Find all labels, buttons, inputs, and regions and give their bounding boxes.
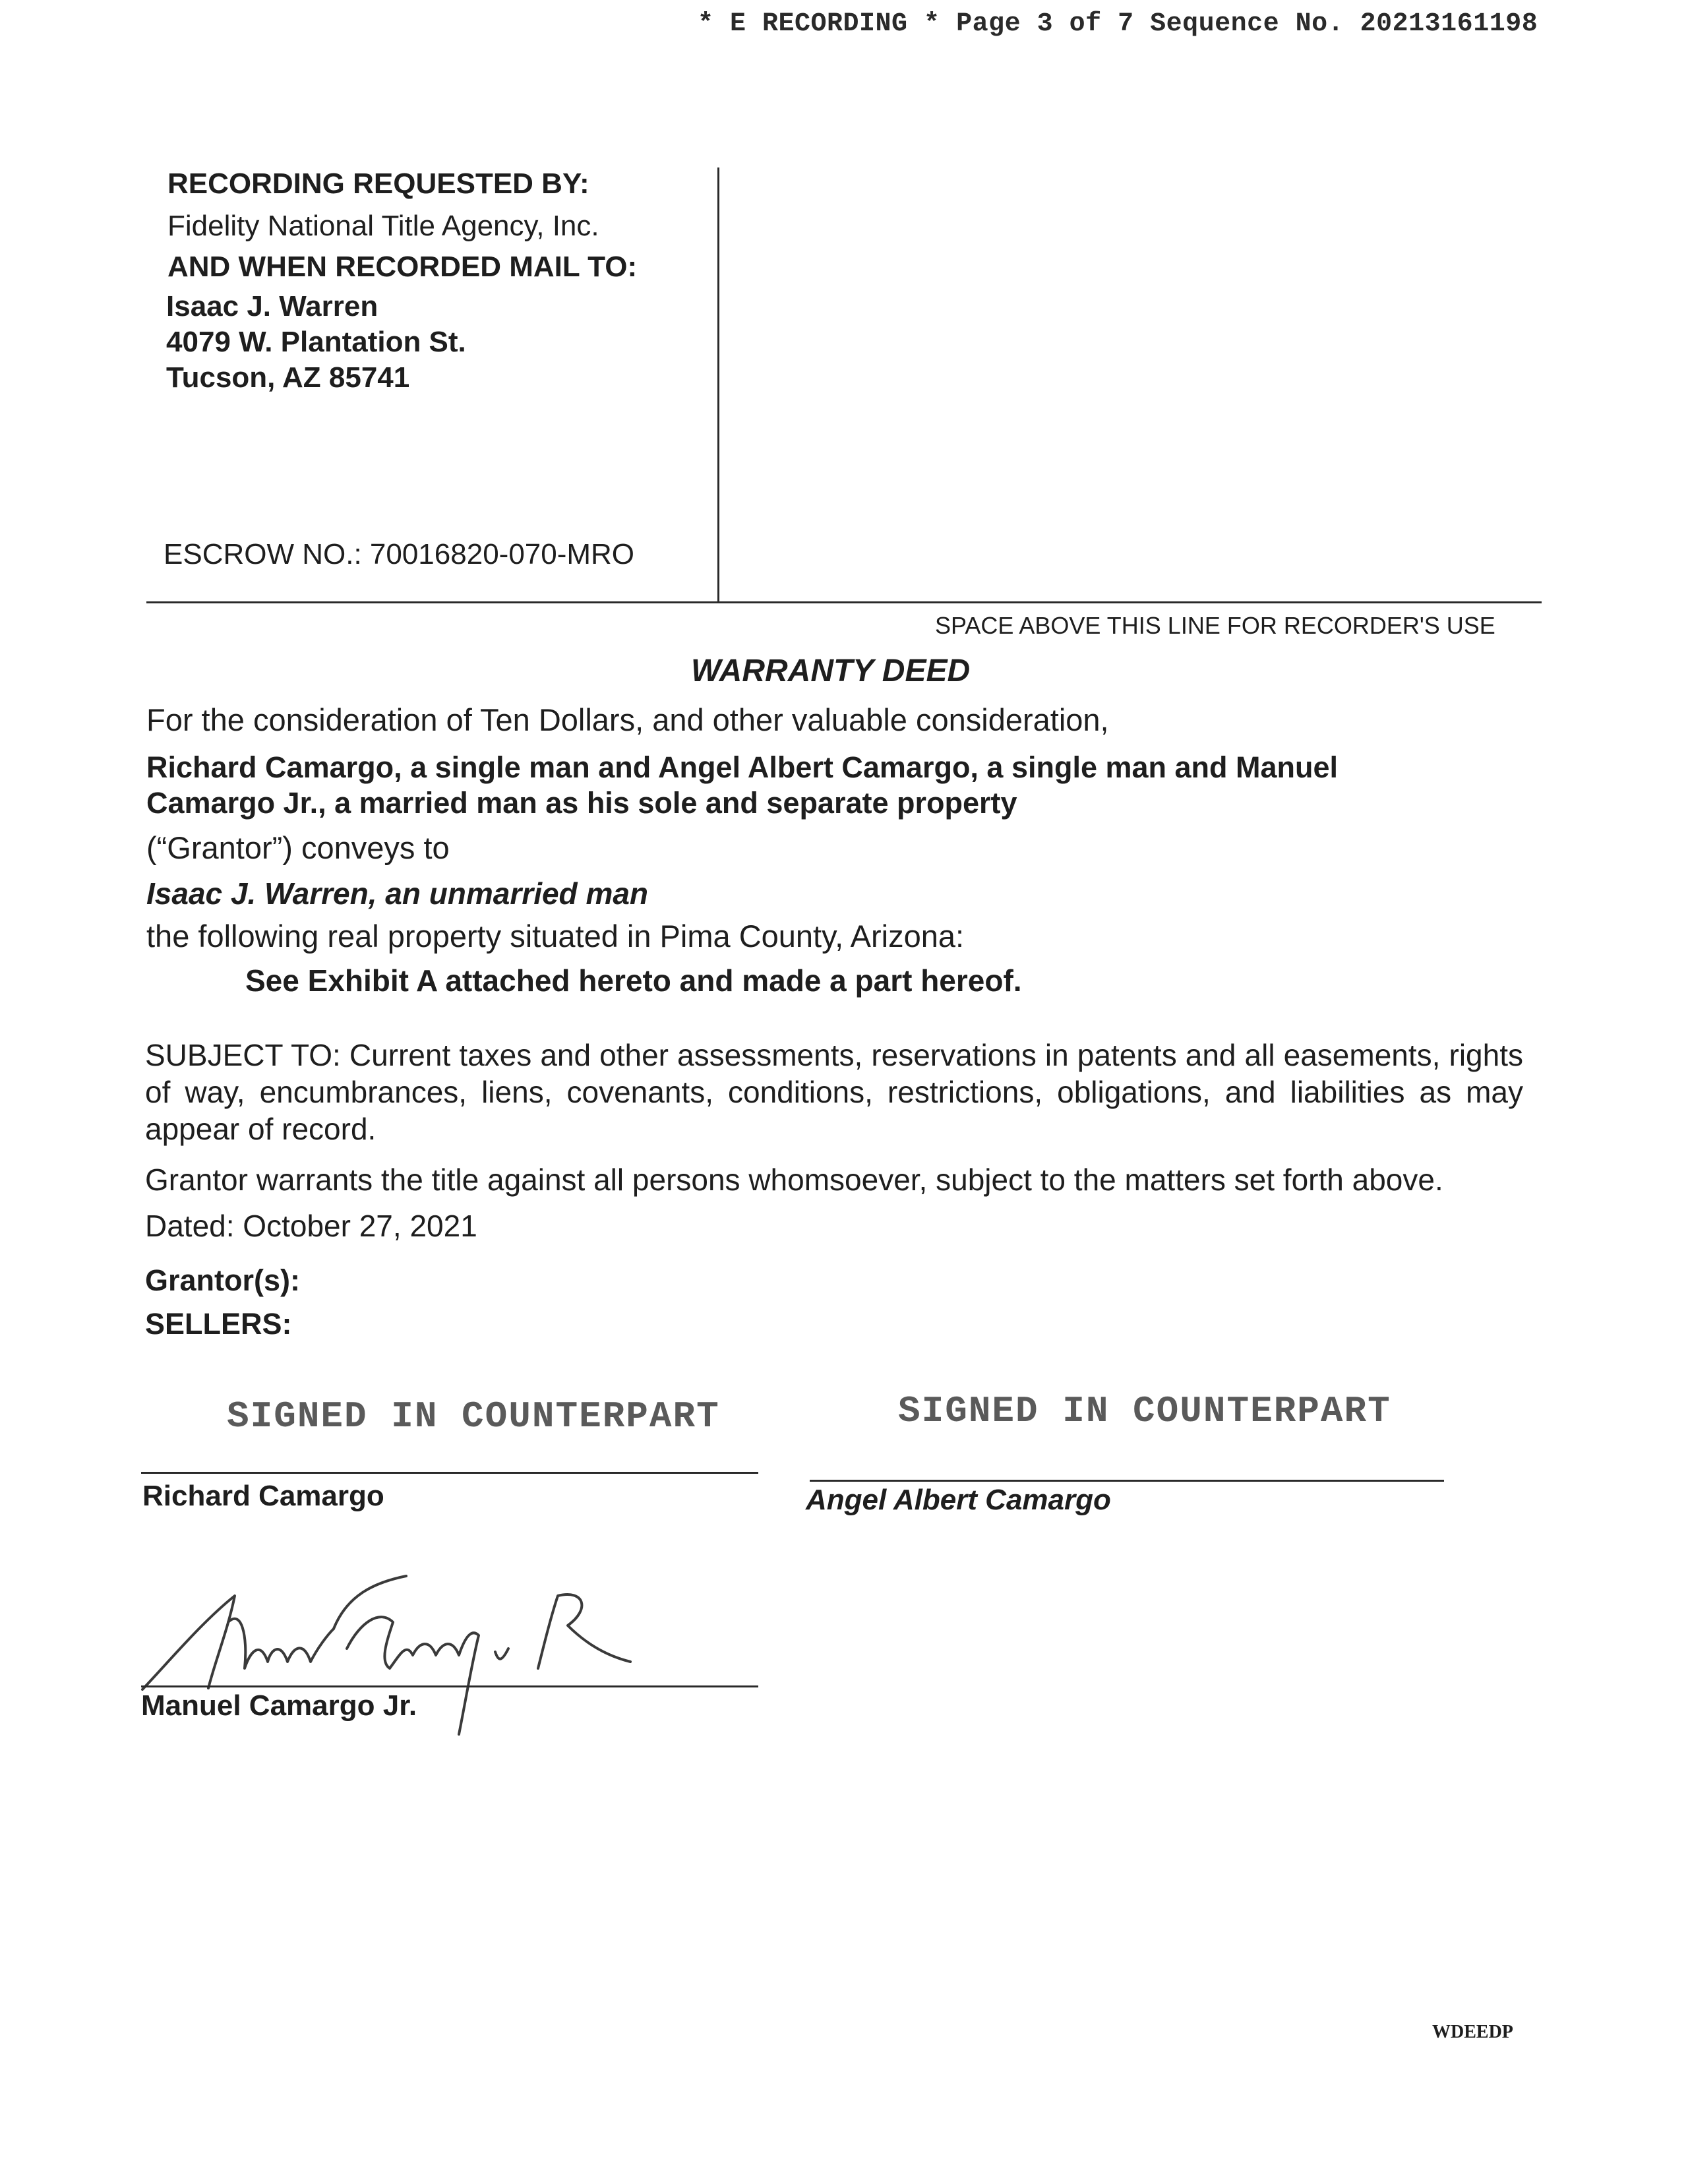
recording-requested-by-label: RECORDING REQUESTED BY:	[167, 167, 589, 200]
exhibit-reference: See Exhibit A attached hereto and made a part hereof.	[245, 963, 1022, 998]
recorder-use-line	[146, 601, 1542, 603]
mail-to-street: 4079 W. Plantation St.	[166, 326, 466, 358]
sellers-label: SELLERS:	[145, 1307, 292, 1341]
mail-to-name: Isaac J. Warren	[166, 290, 378, 322]
property-intro: the following real property situated in Pima County, Arizona:	[146, 919, 965, 954]
recording-stamp: * E RECORDING * Page 3 of 7 Sequence No. 20213161198	[698, 9, 1538, 39]
recorder-use-caption: SPACE ABOVE THIS LINE FOR RECORDER'S USE	[935, 612, 1495, 639]
signature-line-angel	[810, 1480, 1444, 1482]
signer-richard-camargo: Richard Camargo	[142, 1480, 384, 1512]
recording-box-divider	[717, 167, 719, 603]
signed-in-counterpart-stamp-right: SIGNED IN COUNTERPART	[898, 1390, 1391, 1432]
consideration-text: For the consideration of Ten Dollars, and other valuable consideration,	[146, 702, 1109, 737]
form-code: WDEEDP	[1432, 2022, 1513, 2042]
signer-manuel-camargo-jr: Manuel Camargo Jr.	[141, 1689, 417, 1722]
recording-requested-by: Fidelity National Title Agency, Inc.	[167, 210, 599, 242]
signature-line-richard	[141, 1472, 758, 1474]
grantors-label: Grantor(s):	[145, 1263, 300, 1297]
subject-to-paragraph: SUBJECT TO: Current taxes and other assessments, reservations in patents and all easements, rights of way, encumbrances, liens, covenants, conditions, restrictions, obligations, and liabilities as may appear of record.	[145, 1038, 1523, 1146]
dated-line: Dated: October 27, 2021	[145, 1209, 477, 1243]
escrow-number: ESCROW NO.: 70016820-070-MRO	[164, 538, 635, 570]
mail-to-label: AND WHEN RECORDED MAIL TO:	[167, 251, 638, 283]
signed-in-counterpart-stamp-left: SIGNED IN COUNTERPART	[227, 1395, 720, 1438]
warranty-statement: Grantor warrants the title against all persons whomsoever, subject to the matters set forth above.	[145, 1163, 1443, 1197]
signature-line-manuel	[141, 1685, 758, 1687]
grantee-name: Isaac J. Warren, an unmarried man	[146, 876, 649, 911]
mail-to-city: Tucson, AZ 85741	[166, 361, 410, 394]
conveys-text: (“Grantor”) conveys to	[146, 830, 450, 865]
deed-title: WARRANTY DEED	[691, 653, 971, 688]
grantors-line-1: Richard Camargo, a single man and Angel Albert Camargo, a single man and Manuel	[146, 750, 1339, 784]
signer-angel-albert-camargo: Angel Albert Camargo	[806, 1484, 1111, 1516]
grantors-line-2: Camargo Jr., a married man as his sole and separate property	[146, 786, 1017, 820]
